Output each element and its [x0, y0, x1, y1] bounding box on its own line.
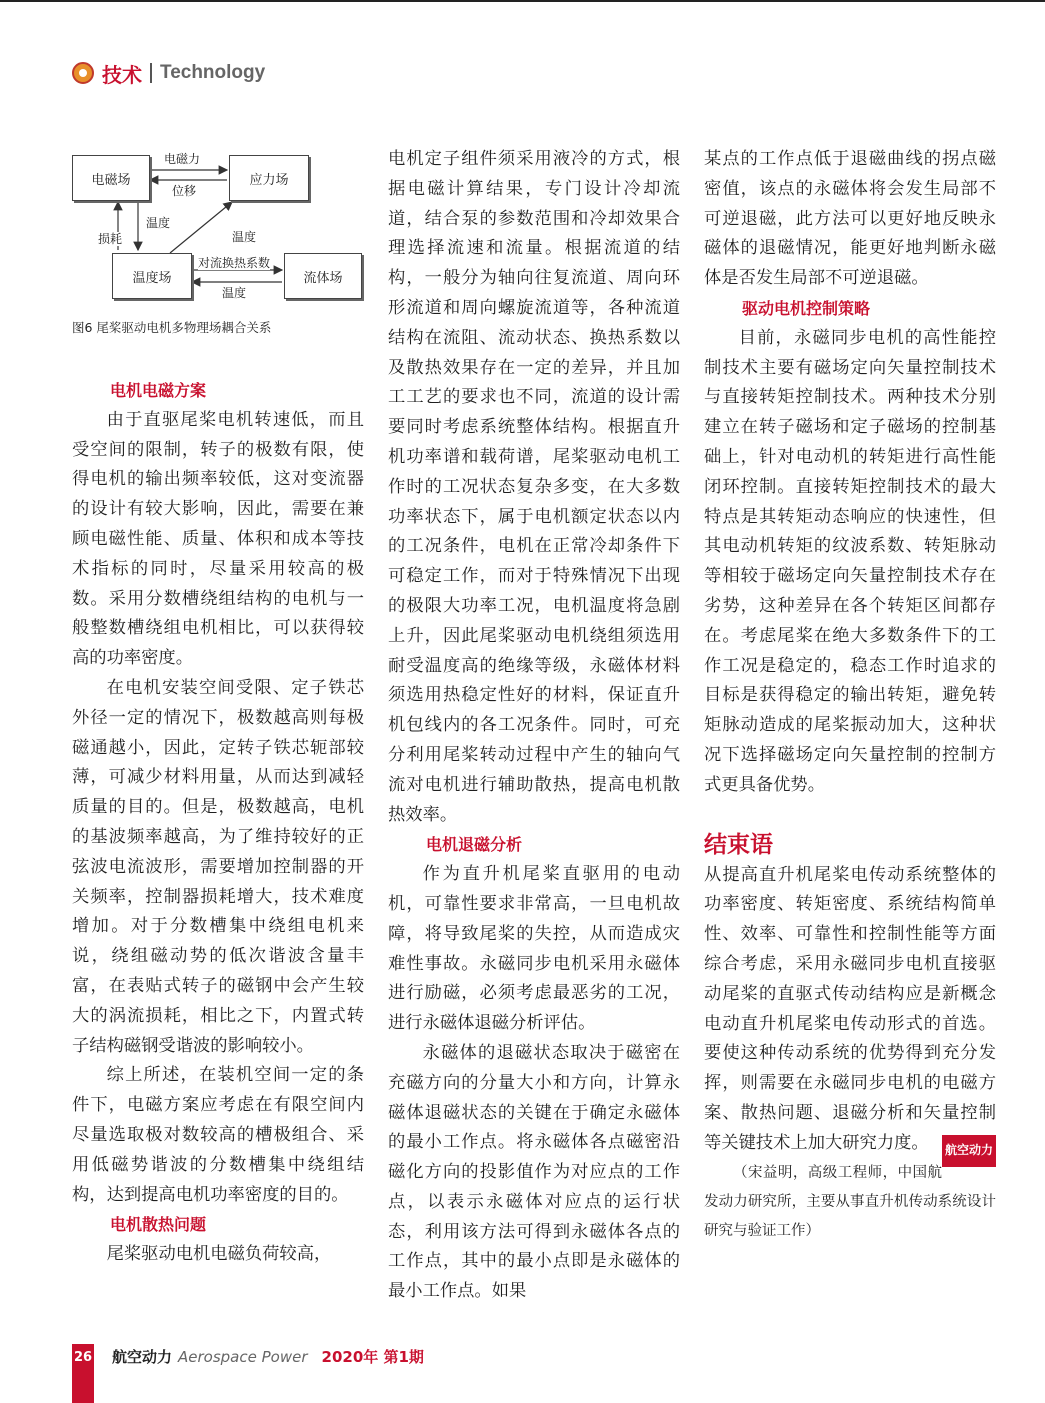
paragraph: 某点的工作点低于退磁曲线的拐点磁密值，该点的永磁体将会发生局部不可逆退磁，此方法可以更好地反映永磁体的退磁情况，能更好地判断永磁体是否发生局部不可逆退磁。	[704, 149, 996, 289]
heading-conclusion: 结束语	[704, 831, 773, 858]
paragraph: 电机定子组件须采用液冷的方式，根据电磁计算结果，专门设计冷却流道，结合泵的参数范围和冷却效果合理选择流速和流量。根据流道的结构，一般分为轴向往复流道、周向环形流道和周向螺旋流道等，各种流道结构在流阻、流动状态、换热系数以及散热效果存在一定的差异，并且加工工艺的要求也不同，流道的设计需要同时考虑系统整体结构。根据直升机功率谱和载荷谱，尾桨驱动电机工作时的工况状态复杂多变，在大多数功率状态下，属于电机额定状态以内的工况条件，电机在正常冷却条件下可稳定工作，而对于特殊情况下出现的极限大功率工况，电机温度将急剧上升，因此尾桨驱动电机绕组须选用耐受温度高的绝缘等级，永磁体材料须选用热稳定性好的材料，保证直升机包线内的各工况条件。同时，可充分利用尾桨转动过程中产生的轴向气流对电机进行辅助散热，提高电机散热效率。	[388, 149, 680, 825]
label-loss: 损耗	[98, 232, 123, 246]
paragraph: 目前，永磁同步电机的高性能控制技术主要有磁场定向矢量控制技术与直接转矩控制技术。两种技术分别建立在转子磁场和定子磁场的控制基础上，针对电动机的转矩进行高性能闭环控制。直接转矩控制技术的最大特点是其转矩动态响应的快速性，但其电动机转矩的纹波系数、转矩脉动等相较于磁场定向矢量控制技术存在劣势，这种差异在各个转矩区间都存在。考虑尾桨在绝大多数条件下的工作工况是稳定的，稳态工作时追求的目标是获得稳定的输出转矩，避免转矩脉动造成的尾桨振动加大，这种状况下选择磁场定向矢量控制的控制方式更具备优势。	[704, 327, 996, 795]
author-bio: （宋益明，高级工程师，中国航发动力研究所，主要从事直升机传动系统设计研究与验证工作）	[704, 1164, 996, 1239]
paragraph: 由于直驱尾桨电机转速低，而且受空间的限制，转子的极数有限，使得电机的输出频率较低，这对变流器的设计有较大影响，因此，需要在兼顾电磁性能、质量、体积和成本等技术指标的同时，尽量采用较高的极数。采用分数槽绕组结构的电机与一般整数槽绕组电机相比，可以获得较高的功率密度。	[72, 409, 364, 669]
box-electromagnetic-field: 电磁场	[72, 155, 150, 201]
column-3	[704, 145, 996, 1246]
paragraph-conclusion	[704, 861, 996, 1159]
paragraph: 尾桨驱动电机电磁负荷较高，	[106, 1244, 332, 1265]
box-temperature-field: 温度场	[112, 253, 192, 299]
heading-em-scheme: 电机电磁方案	[110, 381, 207, 400]
conclusion-text: 从提高直升机尾桨电传动系统整体的功率密度、转矩密度、系统结构简单性、效率、可靠性和控制性能等方面综合考虑，采用永磁同步电机直接驱动尾桨的直驱式传动结构应是新概念电动直升机尾桨电传动形式的首选。要使这种传动系统的优势得到充分发挥，则需要在永磁同步电机的电磁方案、散热问题、退磁分析和矢量控制等关键技术上加大研究力度。	[704, 864, 996, 1153]
label-temperature-a: 温度	[146, 216, 171, 230]
paragraph: 综上所述，在装机空间一定的条件下，电磁方案应考虑在有限空间内尽量选取极对数较高的槽极组合、采用低磁势谐波的分数槽集中绕组结构，达到提高电机功率密度的目的。	[72, 1065, 364, 1205]
journal-end-mark: 航空动力	[942, 1135, 996, 1167]
box-fluid-field: 流体场	[284, 253, 362, 299]
footer-issue: 2020年 第1期	[321, 1348, 424, 1366]
paragraph: 永磁体的退磁状态取决于磁密在充磁方向的分量大小和方向，计算永磁体退磁状态的关键在于确定永磁体的最小工作点。将永磁体各点磁密沿磁化方向的投影值作为对应点的工作点，以表示永磁体对应点的运行状态，利用该方法可得到永磁体各点的工作点，其中的最小点即是永磁体的最小工作点。如果	[388, 1042, 680, 1302]
heading-demagnetization: 电机退磁分析	[426, 835, 523, 855]
figure-caption: 图6 尾桨驱动电机多物理场耦合关系	[72, 320, 272, 335]
footer-brand-en: Aerospace Power	[178, 1347, 308, 1366]
top-rule	[0, 0, 1045, 2]
heading-control-strategy: 驱动电机控制策略	[742, 298, 871, 318]
label-em-force: 电磁力	[164, 152, 201, 166]
column-2	[388, 145, 680, 1307]
box-stress-field: 应力场	[229, 155, 309, 201]
footer	[112, 1346, 424, 1367]
page-number: 26	[74, 1350, 93, 1365]
heading-heat-dissipation: 电机散热问题	[110, 1215, 207, 1235]
coupling-diagram	[72, 150, 362, 310]
journal-logo-icon	[72, 62, 94, 84]
paragraph: 在电机安装空间受限、定子铁芯外径一定的情况下，极数越高则每极磁通越小，因此，定转子铁芯轭部较薄，可减少材料用量，从而达到减轻质量的目的。但是，极数越高，电机的基波频率越高，为了维持较好的正弦波电流波形，需要增加控制器的开关频率，控制器损耗增大，技术难度增加。对于分数槽集中绕组电机来说，绕组磁动势的低次谐波含量丰富，在表贴式转子的磁钢中会产生较大的涡流损耗，相比之下，内置式转子结构磁钢受谐波的影响较小。	[72, 677, 364, 1056]
footer-brand: 航空动力	[112, 1348, 173, 1366]
section-title-cn: 技术	[102, 62, 142, 87]
label-convection: 对流换热系数	[198, 256, 271, 270]
section-header	[72, 58, 265, 88]
paragraph: 作为直升机尾桨直驱用的电动机，可靠性要求非常高，一旦电机故障，将导致尾桨的失控，从而造成灾难性事故。永磁同步电机采用永磁体进行励磁，必须考虑最恶劣的工况，进行永磁体退磁分析评估。	[388, 864, 680, 1034]
section-title-en: Technology	[160, 62, 266, 83]
header-divider	[150, 63, 152, 83]
label-temperature-b: 温度	[232, 230, 257, 244]
column-1	[72, 376, 364, 1270]
label-displacement: 位移	[172, 184, 197, 198]
label-temperature-c: 温度	[222, 286, 247, 300]
